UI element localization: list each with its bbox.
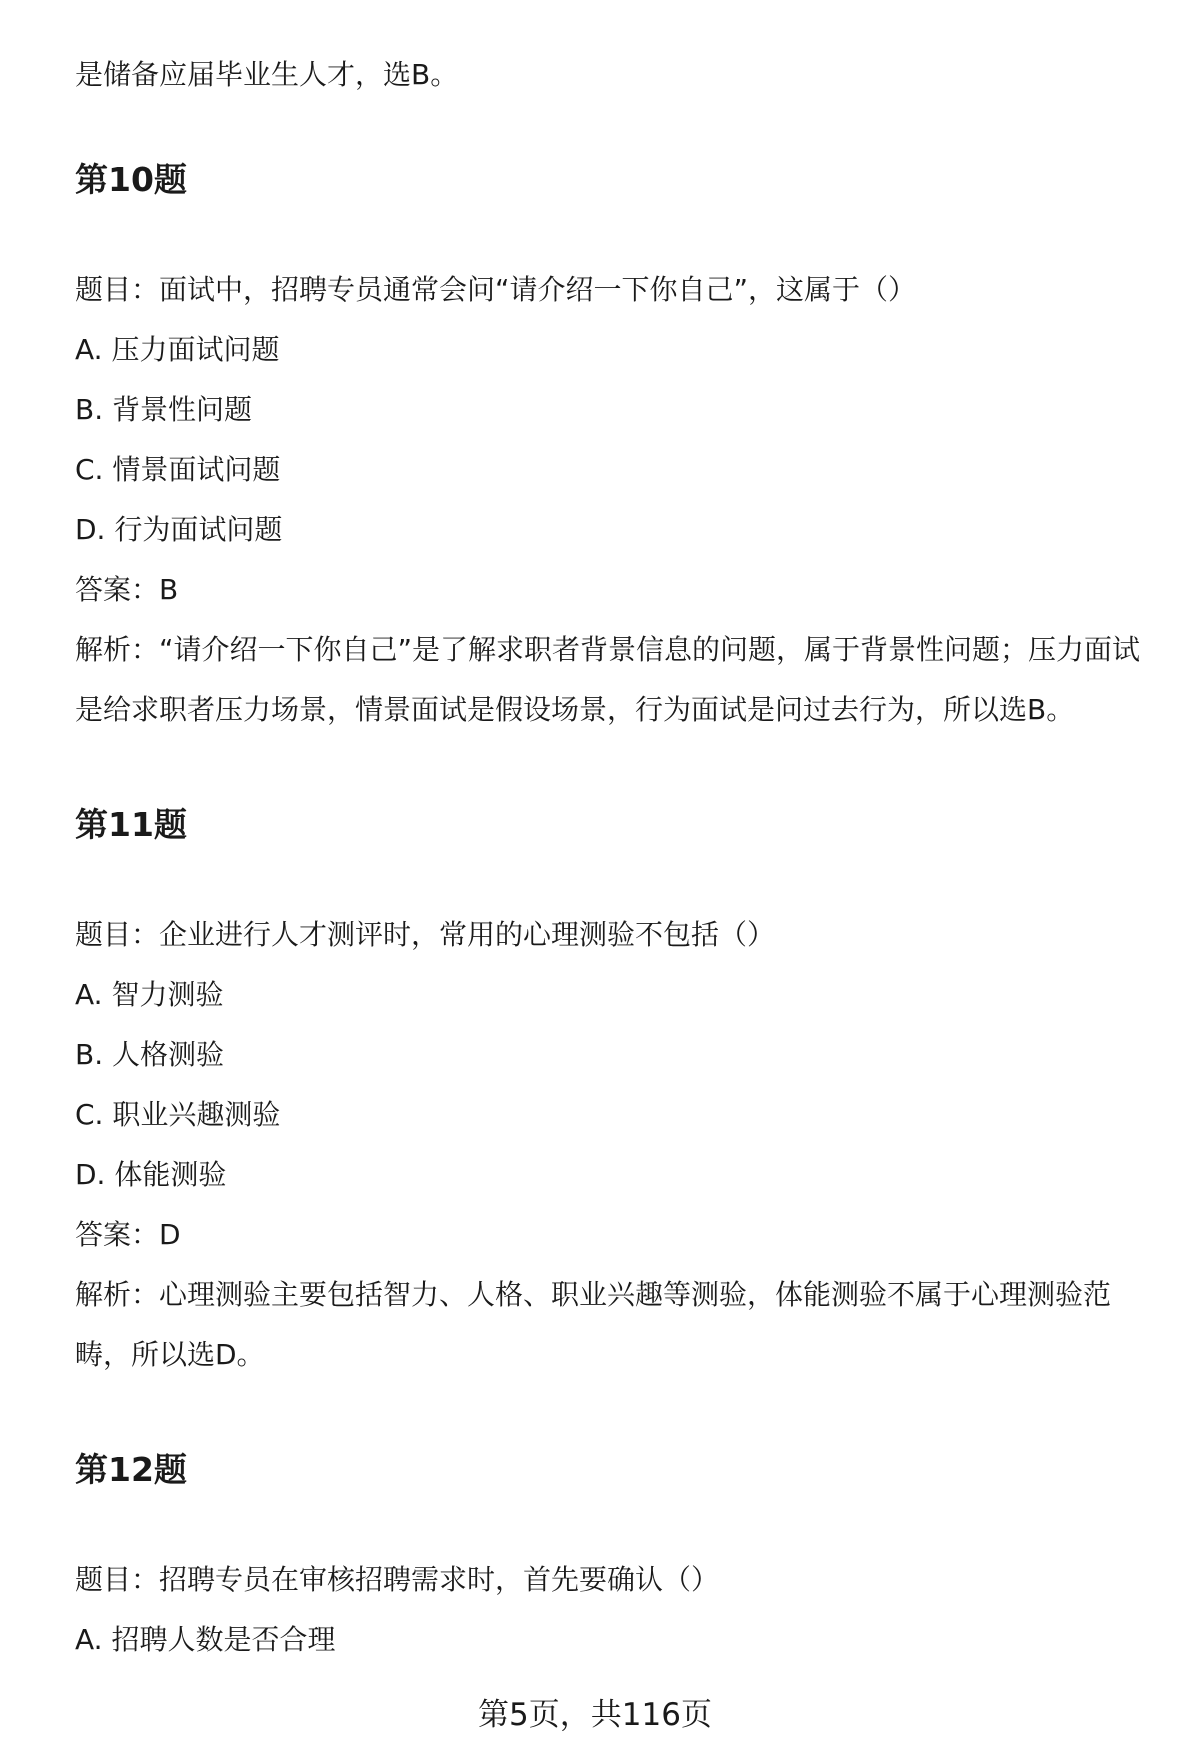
question-10-stem: 题目：面试中，招聘专员通常会问“请介绍一下你自己”，这属于（） [75,273,917,306]
question-10-option-c: C. 情景面试问题 [75,453,281,486]
page-number-footer: 第5页，共116页 [478,1697,712,1733]
question-11-heading: 第11题 [75,805,187,844]
question-12-stem: 题目：招聘专员在审核招聘需求时，首先要确认（） [75,1563,720,1596]
question-11-answer: 答案：D [75,1218,181,1251]
question-11-option-a: A. 智力测验 [75,978,224,1011]
question-11-analysis: 解析：心理测验主要包括智力、人格、职业兴趣等测验，体能测验不属于心理测验范畴，所以选D。 [75,1278,1112,1371]
question-10-heading: 第10题 [75,160,187,199]
question-10-option-d: D. 行为面试问题 [75,513,283,546]
question-10-analysis: 解析：“请介绍一下你自己”是了解求职者背景信息的问题，属于背景性问题；压力面试是给求职者压力场景，情景面试是假设场景，行为面试是问过去行为，所以选B。 [75,633,1141,726]
question-11-stem: 题目：企业进行人才测评时，常用的心理测验不包括（） [75,918,776,951]
question-12-option-a: A. 招聘人数是否合理 [75,1623,336,1656]
question-10-option-b: B. 背景性问题 [75,393,253,426]
question-11-option-d: D. 体能测验 [75,1158,227,1191]
question-11-option-b: B. 人格测验 [75,1038,225,1071]
question-10-answer: 答案：B [75,573,179,606]
document-page [75,0,1165,1670]
question-10-option-a: A. 压力面试问题 [75,333,280,366]
question-11-option-c: C. 职业兴趣测验 [75,1098,281,1131]
question-12-heading: 第12题 [75,1450,187,1489]
continuation-text: 是储备应届毕业生人才，选B。 [75,58,459,91]
